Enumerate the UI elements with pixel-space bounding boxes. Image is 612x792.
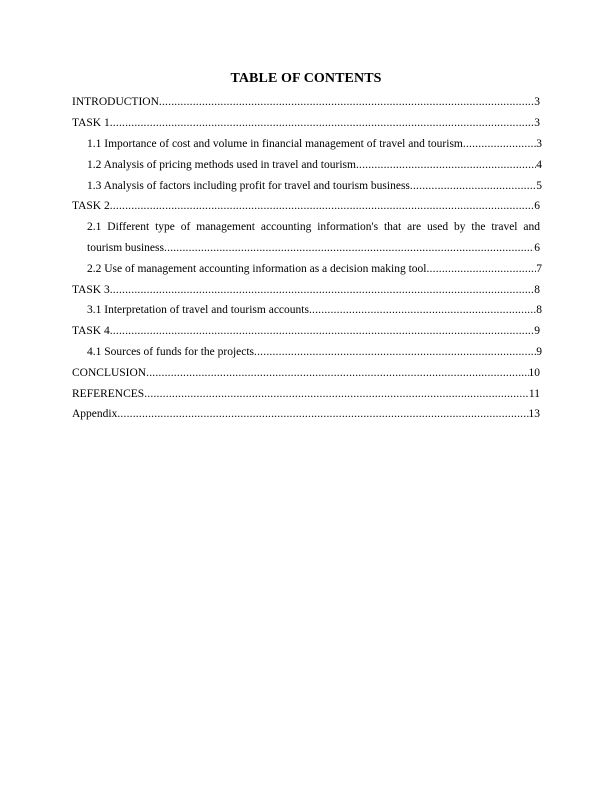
toc-page-number: 6 — [534, 241, 540, 254]
toc-dot-leader — [164, 242, 534, 254]
toc-entry-label: TASK 3 — [72, 283, 110, 296]
toc-page-number: 9 — [534, 325, 540, 338]
toc-entry-task-1[interactable] — [72, 113, 540, 134]
toc-entry-label: TASK 4 — [72, 325, 110, 338]
toc-dot-leader — [254, 346, 536, 358]
toc-dot-leader — [110, 284, 535, 296]
toc-entry-label: CONCLUSION — [72, 366, 147, 379]
toc-entry-introduction[interactable] — [72, 92, 540, 113]
toc-entry-label: Appendix — [72, 408, 118, 421]
toc-page-number: 4 — [536, 158, 542, 171]
toc-dot-leader — [110, 325, 535, 337]
toc-page-number: 8 — [534, 283, 540, 296]
toc-entry-label: 3.1 Interpretation of travel and tourism accounts — [87, 304, 309, 317]
toc-entry-task-3[interactable] — [72, 279, 540, 300]
toc-page-number: 3 — [534, 96, 540, 109]
toc-entry-label: TASK 2 — [72, 200, 110, 213]
toc-page-number: 9 — [536, 345, 542, 358]
toc-entry-label: 1.1 Importance of cost and volume in financial management of travel and tourism — [87, 137, 463, 150]
toc-entry-label: 4.1 Sources of funds for the projects — [87, 345, 255, 358]
toc-page-number: 8 — [536, 304, 542, 317]
toc-entry-1-3[interactable] — [72, 175, 542, 196]
toc-dot-leader — [463, 138, 536, 150]
toc-entry-label: 1.2 Analysis of pricing methods used in travel and tourism — [87, 158, 356, 171]
toc-entry-1-1[interactable] — [72, 134, 542, 155]
toc-page-number: 7 — [536, 262, 542, 275]
toc-dot-leader — [410, 180, 536, 192]
toc-entry-1-2[interactable] — [72, 154, 542, 175]
toc-entry-3-1[interactable] — [72, 300, 542, 321]
toc-page-number: 5 — [536, 179, 542, 192]
toc-dot-leader — [146, 367, 528, 379]
toc-dot-leader — [159, 96, 534, 108]
toc-entry-4-1[interactable] — [72, 342, 542, 363]
toc-dot-leader — [309, 304, 536, 316]
toc-entry-task-4[interactable] — [72, 321, 540, 342]
toc-dot-leader — [426, 263, 536, 275]
toc-dot-leader — [117, 408, 528, 420]
toc-entry-label-continued: tourism business — [87, 241, 164, 254]
toc-entry-label: 2.2 Use of management accounting information as a decision making tool — [87, 262, 427, 275]
toc-entry-2-1[interactable] — [72, 217, 540, 259]
toc-dot-leader — [144, 388, 529, 400]
toc-dot-leader — [110, 117, 535, 129]
toc-page-number: 13 — [528, 408, 540, 421]
toc-page-number: 3 — [536, 137, 542, 150]
toc-entry-label: TASK 1 — [72, 117, 110, 130]
toc-page-number: 6 — [534, 200, 540, 213]
toc-entry-label: 1.3 Analysis of factors including profit for travel and tourism business — [87, 179, 410, 192]
toc-entry-label: REFERENCES — [72, 387, 145, 400]
toc-page-number: 3 — [534, 117, 540, 130]
toc-entry-task-2[interactable] — [72, 196, 540, 217]
toc-dot-leader — [356, 159, 536, 171]
toc-entry-references[interactable] — [72, 383, 540, 404]
toc-entry-label: 2.1 Different type of management accounting information's that are used by the travel and — [87, 220, 540, 233]
toc-dot-leader — [110, 200, 535, 212]
toc-page-number: 11 — [528, 387, 540, 400]
toc-entry-2-2[interactable] — [72, 258, 542, 279]
toc-entry-conclusion[interactable] — [72, 362, 540, 383]
toc-entry-appendix[interactable] — [72, 404, 540, 425]
toc-page-number: 10 — [528, 366, 540, 379]
toc-entry-label: INTRODUCTION — [72, 96, 159, 109]
toc-title: TABLE OF CONTENTS — [230, 71, 382, 86]
toc-entry-continuation — [87, 238, 540, 259]
table-of-contents — [72, 92, 540, 425]
